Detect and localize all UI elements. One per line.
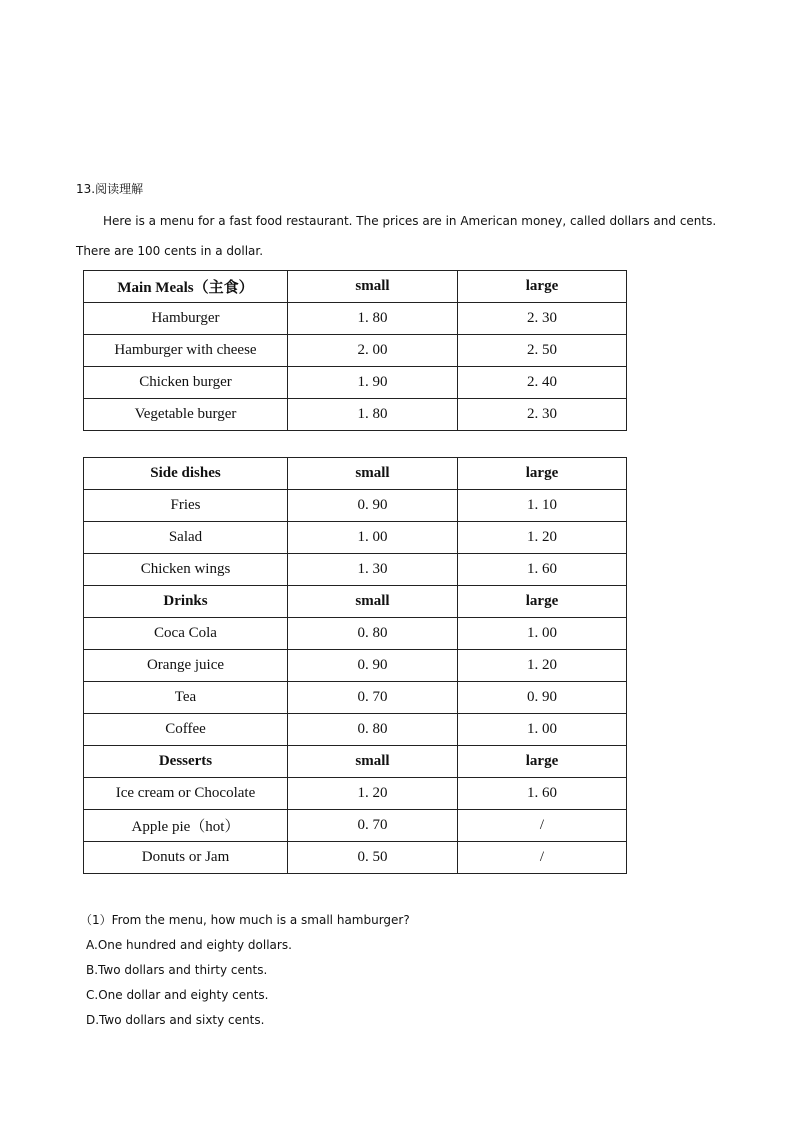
header-cell: large [458,746,627,778]
option-d[interactable]: D.Two dollars and sixty cents. [86,1013,265,1027]
answer-options [86,936,292,1036]
header-cell: large [458,271,627,303]
price-small: 0. 80 [288,714,458,746]
table-row [84,618,627,650]
item-name: Donuts or Jam [84,842,288,874]
price-small: 1. 90 [288,367,458,399]
header-cell: small [288,746,458,778]
price-large: 1. 20 [458,522,627,554]
section-header-row [84,586,627,618]
price-small: 0. 90 [288,490,458,522]
table-row [84,714,627,746]
option-b[interactable]: B.Two dollars and thirty cents. [86,963,268,977]
table-row [84,303,627,335]
table-row [84,490,627,522]
price-small: 1. 80 [288,303,458,335]
price-small: 0. 70 [288,682,458,714]
table-row [84,335,627,367]
item-name: Chicken wings [84,554,288,586]
price-large: 2. 50 [458,335,627,367]
item-name: Salad [84,522,288,554]
header-cell: small [288,586,458,618]
item-name: Hamburger [84,303,288,335]
header-cell: small [288,458,458,490]
price-large: / [458,842,627,874]
table-row [84,367,627,399]
header-cell: small [288,271,458,303]
header-cell: large [458,458,627,490]
price-small: 1. 80 [288,399,458,431]
table-row [84,650,627,682]
item-name: Coffee [84,714,288,746]
price-large: 1. 00 [458,714,627,746]
item-name: Ice cream or Chocolate [84,778,288,810]
intro-paragraph: Here is a menu for a fast food restaurant. The prices are in American money, called dollars and cents. There are 100 cents in a dollar. [76,214,717,258]
table-row [84,554,627,586]
price-large: 2. 40 [458,367,627,399]
item-name: Chicken burger [84,367,288,399]
table-row [84,842,627,874]
item-name: Orange juice [84,650,288,682]
price-large: 1. 10 [458,490,627,522]
main-meals-table [83,270,627,431]
price-large: 1. 00 [458,618,627,650]
item-name: Fries [84,490,288,522]
question-text: （1）From the menu, how much is a small hamburger? [80,913,410,927]
table-row [84,522,627,554]
table-row [84,399,627,431]
price-small: 1. 20 [288,778,458,810]
price-large: 1. 60 [458,554,627,586]
price-small: 2. 00 [288,335,458,367]
price-small: 0. 90 [288,650,458,682]
price-small: 0. 50 [288,842,458,874]
price-large: 0. 90 [458,682,627,714]
section-header-row [84,458,627,490]
table-row [84,810,627,842]
table-header-row [84,271,627,303]
header-cell: Main Meals（主食） [84,271,288,303]
price-small: 0. 80 [288,618,458,650]
item-name: Vegetable burger [84,399,288,431]
header-cell: large [458,586,627,618]
item-name: Apple pie（hot） [84,810,288,842]
price-large: 2. 30 [458,399,627,431]
side-dishes-drinks-desserts-table [83,457,627,874]
section-title: Side dishes [84,458,288,490]
price-large: / [458,810,627,842]
price-large: 1. 60 [458,778,627,810]
item-name: Tea [84,682,288,714]
option-a[interactable]: A.One hundred and eighty dollars. [86,938,292,952]
item-name: Coca Cola [84,618,288,650]
item-name: Hamburger with cheese [84,335,288,367]
price-small: 1. 00 [288,522,458,554]
section-header-row [84,746,627,778]
table-row [84,682,627,714]
table-row [84,778,627,810]
price-small: 0. 70 [288,810,458,842]
section-title: Desserts [84,746,288,778]
section-title: Drinks [84,586,288,618]
option-c[interactable]: C.One dollar and eighty cents. [86,988,269,1002]
question-number: 13.阅读理解 [76,182,144,196]
price-large: 1. 20 [458,650,627,682]
price-small: 1. 30 [288,554,458,586]
price-large: 2. 30 [458,303,627,335]
